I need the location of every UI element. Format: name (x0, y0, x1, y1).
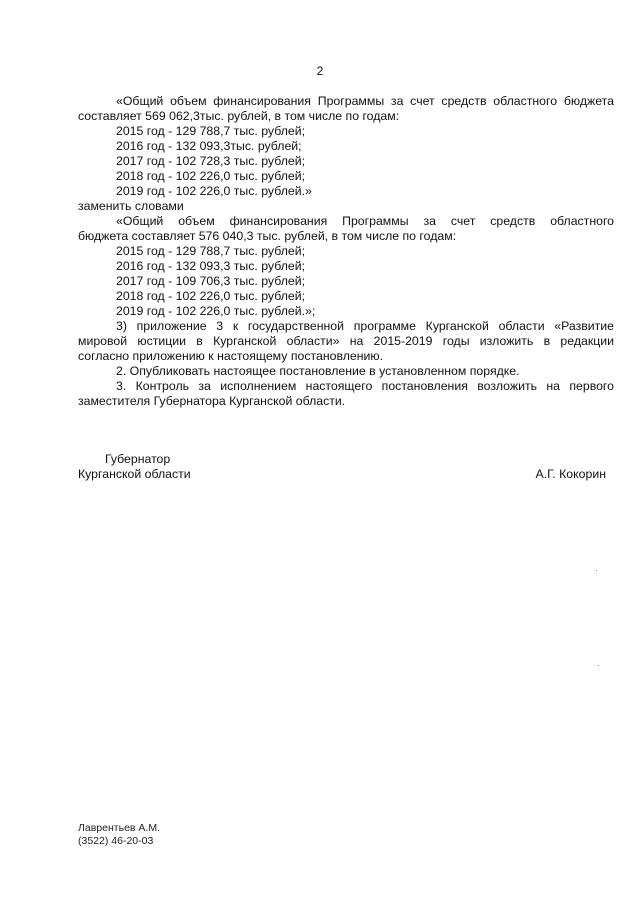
signatory-name: А.Г. Кокорин (535, 467, 606, 481)
paragraph-line: составляет 569 062,3тыс. рублей, в том числе по годам: (78, 109, 400, 123)
funding-year-line: 2019 год - 102 226,0 тыс. рублей.»; (116, 304, 316, 318)
paragraph-line: 3) приложение 3 к государственной программе Курганской области «Развитие (116, 319, 614, 333)
paragraph-line: бюджета составляет 576 040,3 тыс. рублей, в том числе по годам: (78, 229, 457, 243)
funding-year-line: 2016 год - 132 093,3тыс. рублей; (116, 139, 302, 153)
paragraph-line: мировой юстиции в Курганской области» на 2015-2019 годы изложить в редакции (78, 334, 614, 348)
paragraph-line: 2. Опубликовать настоящее постановление в установленном порядке. (116, 364, 520, 378)
executor-info (78, 822, 160, 848)
signatory-title-line1: Губернатор (105, 452, 171, 466)
signature-block (78, 452, 614, 482)
funding-year-line: 2017 год - 109 706,3 тыс. рублей; (116, 274, 306, 288)
funding-year-line: 2019 год - 102 226,0 тыс. рублей.» (116, 184, 312, 198)
funding-year-line: 2015 год - 129 788,7 тыс. рублей; (116, 124, 306, 138)
funding-year-line: 2018 год - 102 226,0 тыс. рублей; (116, 289, 306, 303)
scan-speck (598, 665, 599, 666)
signatory-title-line2: Курганской области (78, 467, 191, 481)
paragraph-line: согласно приложению к настоящему постановлению. (78, 349, 384, 363)
scan-speck (596, 570, 597, 571)
funding-year-line: 2016 год - 132 093,3 тыс. рублей; (116, 259, 306, 273)
executor-phone: (3522) 46-20-03 (78, 835, 154, 847)
funding-year-line: 2018 год - 102 226,0 тыс. рублей; (116, 169, 306, 183)
paragraph-line: заместителя Губернатора Курганской области. (78, 394, 346, 408)
document-body (78, 94, 614, 409)
paragraph-line: «Общий объем финансирования Программы за счет средств областного (116, 214, 614, 228)
paragraph-line: 3. Контроль за исполнением настоящего постановления возложить на первого (116, 379, 614, 393)
paragraph-line: заменить словами (78, 199, 184, 213)
paragraph-line: «Общий объем финансирования Программы за счет средств областного бюджета (116, 94, 614, 108)
funding-year-line: 2015 год - 129 788,7 тыс. рублей; (116, 244, 306, 258)
executor-name: Лаврентьев А.М. (78, 822, 160, 834)
funding-year-line: 2017 год - 102 728,3 тыс. рублей; (116, 154, 306, 168)
page-number: 2 (316, 64, 324, 78)
